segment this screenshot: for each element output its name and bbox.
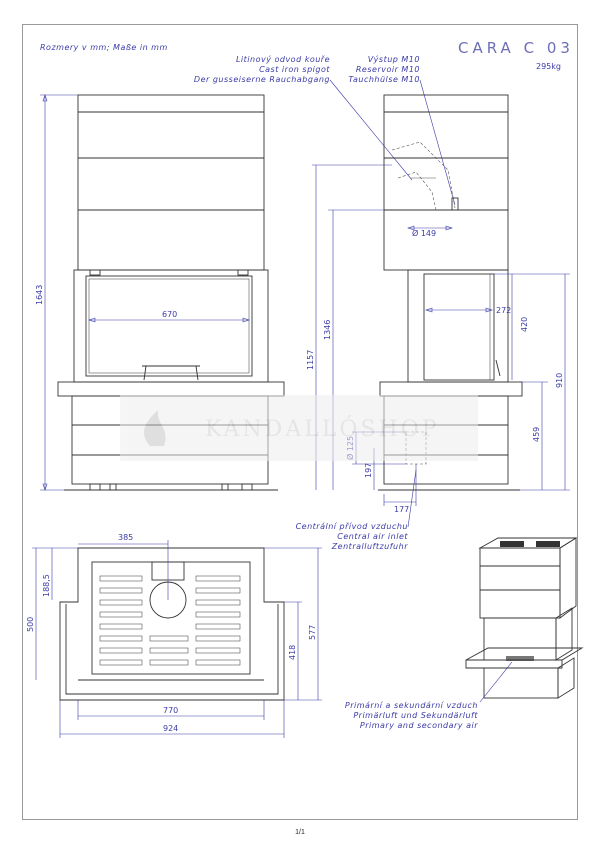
dim-plan-flue: 188,5 xyxy=(42,574,51,597)
primary-air-callout xyxy=(345,701,478,730)
callout-flue-de: Der gusseiserne Rauchabgang xyxy=(193,75,330,84)
model-title: CARA C 03 xyxy=(458,39,574,57)
dim-plan-770: 770 xyxy=(163,706,179,715)
dim-side-height-1346: 1346 xyxy=(323,319,332,340)
dim-front-height: 1643 xyxy=(35,284,44,305)
callout-air-de: Zentralluftzufuhr xyxy=(331,542,408,551)
callout-reservoir-en: Reservoir M10 xyxy=(355,65,420,74)
dim-plan-418: 418 xyxy=(288,644,297,660)
dim-plan-500: 500 xyxy=(26,616,35,632)
dim-plan-center: 385 xyxy=(118,533,134,542)
dim-side-height-1157: 1157 xyxy=(306,349,315,370)
isometric-view xyxy=(466,538,582,702)
dim-glass-height: 420 xyxy=(520,316,529,332)
callout-flue-cz: Litinový odvod kouře xyxy=(235,55,330,64)
callout-reservoir-de: Tauchhülse M10 xyxy=(348,75,420,84)
callout-reservoir-cz: Výstup M10 xyxy=(367,55,420,64)
reservoir-callout xyxy=(348,55,455,205)
callout-air-cz: Centrální přívod vzduchu xyxy=(295,522,408,531)
callout-primary-cz: Primární a sekundární vzduch xyxy=(344,701,478,710)
plan-view xyxy=(26,533,322,738)
dim-flue-diameter: Ø 149 xyxy=(412,229,437,238)
callout-primary-en: Primary and secondary air xyxy=(359,721,478,730)
dim-plan-924: 924 xyxy=(163,724,179,733)
dim-glass-depth: 272 xyxy=(496,306,512,315)
dim-front-width: 670 xyxy=(162,310,178,319)
callout-air-en: Central air inlet xyxy=(337,532,408,541)
page-number: 1/1 xyxy=(295,829,305,836)
watermark xyxy=(120,395,478,461)
dim-air-offset: 177 xyxy=(394,505,410,514)
weight-label: 295kg xyxy=(536,62,561,71)
dim-top-of-glass: 910 xyxy=(555,372,564,388)
watermark-text: KANDALLÓSHOP xyxy=(205,417,440,442)
dim-air-height: 197 xyxy=(364,462,373,478)
callout-flue-en: Cast iron spigot xyxy=(259,65,330,74)
dim-plan-577: 577 xyxy=(308,624,317,640)
dim-bottom-of-glass: 459 xyxy=(532,426,541,442)
units-note: Rozmery v mm; Maße in mm xyxy=(40,43,168,52)
callout-primary-de: Primärluft und Sekundärluft xyxy=(353,711,478,720)
